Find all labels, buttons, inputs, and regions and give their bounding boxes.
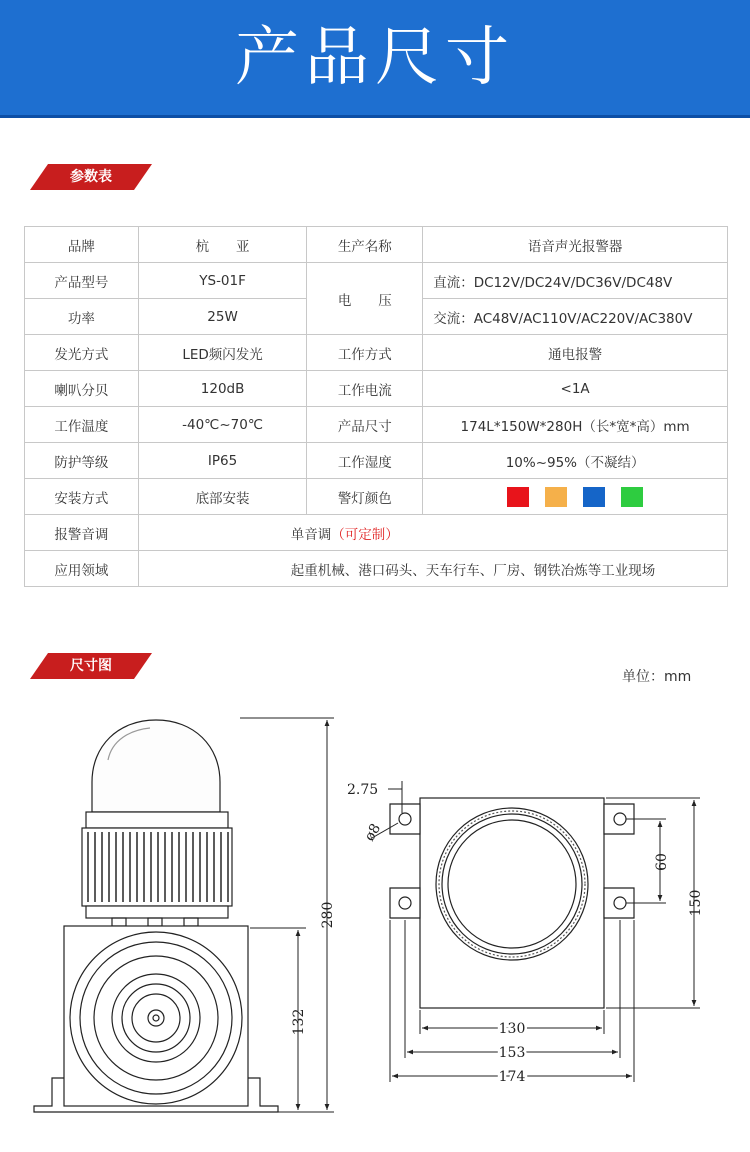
params-section-label: 参数表	[70, 169, 112, 185]
product-name-value: 语音声光报警器	[423, 227, 728, 263]
model-value: YS-01F	[138, 263, 307, 299]
spec-table	[24, 226, 728, 587]
dim-130-label: 130	[498, 1021, 526, 1037]
dim-150-label: 150	[688, 889, 704, 917]
dim-153-label: 153	[498, 1045, 526, 1061]
db-label: 喇叭分贝	[25, 371, 139, 407]
dim-132-label: 132	[291, 1008, 307, 1036]
brand-value: 杭 亚	[138, 227, 307, 263]
work-mode-value: 通电报警	[423, 335, 728, 371]
params-section-tag	[30, 164, 152, 190]
dim-60-label: 60	[654, 853, 670, 871]
dim-280-label: 280	[320, 901, 336, 929]
table-row	[25, 407, 728, 443]
humidity-value: 10%~95%（不凝结）	[423, 443, 728, 479]
size-value: 174L*150W*280H（长*宽*高）mm	[423, 407, 728, 443]
model-label: 产品型号	[25, 263, 139, 299]
table-row	[25, 227, 728, 263]
table-row	[25, 515, 728, 551]
title-banner	[0, 0, 750, 118]
voltage-ac: 交流：AC48V/AC110V/AC220V/AC380V	[423, 299, 728, 335]
dims-section-label: 尺寸图	[70, 658, 112, 674]
db-value: 120dB	[138, 371, 307, 407]
brand-label: 品牌	[25, 227, 139, 263]
color-swatch-red	[507, 487, 529, 507]
tone-note: （可定制）	[331, 526, 399, 543]
install-value: 底部安装	[138, 479, 307, 515]
product-name-label: 生产名称	[307, 227, 423, 263]
table-row	[25, 371, 728, 407]
color-swatch-orange	[545, 487, 567, 507]
dimension-drawing	[0, 700, 750, 1152]
application-label: 应用领域	[25, 551, 139, 587]
lamp-color-swatches	[423, 479, 728, 515]
dim-174-label: 174	[498, 1069, 526, 1085]
work-mode-label: 工作方式	[307, 335, 423, 371]
power-label: 功率	[25, 299, 139, 335]
color-swatch-green	[621, 487, 643, 507]
page-title: 产品尺寸	[235, 21, 515, 95]
tone-label: 报警音调	[25, 515, 139, 551]
install-label: 安装方式	[25, 479, 139, 515]
voltage-dc: 直流：DC12V/DC24V/DC36V/DC48V	[423, 263, 728, 299]
humidity-label: 工作湿度	[307, 443, 423, 479]
lamp-color-label: 警灯颜色	[307, 479, 423, 515]
temp-label: 工作温度	[25, 407, 139, 443]
table-row	[25, 443, 728, 479]
protect-label: 防护等级	[25, 443, 139, 479]
power-value: 25W	[138, 299, 307, 335]
size-label: 产品尺寸	[307, 407, 423, 443]
unit-label: 单位：mm	[622, 669, 692, 685]
application-value: 起重机械、港口码头、天车行车、厂房、钢铁冶炼等工业现场	[138, 551, 727, 587]
tone-value: 单音调	[290, 526, 332, 543]
light-label: 发光方式	[25, 335, 139, 371]
table-row	[25, 263, 728, 299]
tone-cell	[138, 515, 727, 551]
dims-section-tag	[30, 653, 152, 679]
table-row	[25, 551, 728, 587]
color-swatch-blue	[583, 487, 605, 507]
current-label: 工作电流	[307, 371, 423, 407]
side-view	[34, 720, 278, 1112]
table-row	[25, 335, 728, 371]
protect-value: IP65	[138, 443, 307, 479]
light-value: LED频闪发光	[138, 335, 307, 371]
dim-d8-label: ø8	[361, 820, 385, 844]
dim-2-75-label: 2.75	[347, 782, 379, 798]
current-value: <1A	[423, 371, 728, 407]
temp-value: -40℃~70℃	[138, 407, 307, 443]
voltage-label: 电 压	[307, 263, 423, 335]
table-row	[25, 479, 728, 515]
top-view	[390, 798, 634, 1008]
